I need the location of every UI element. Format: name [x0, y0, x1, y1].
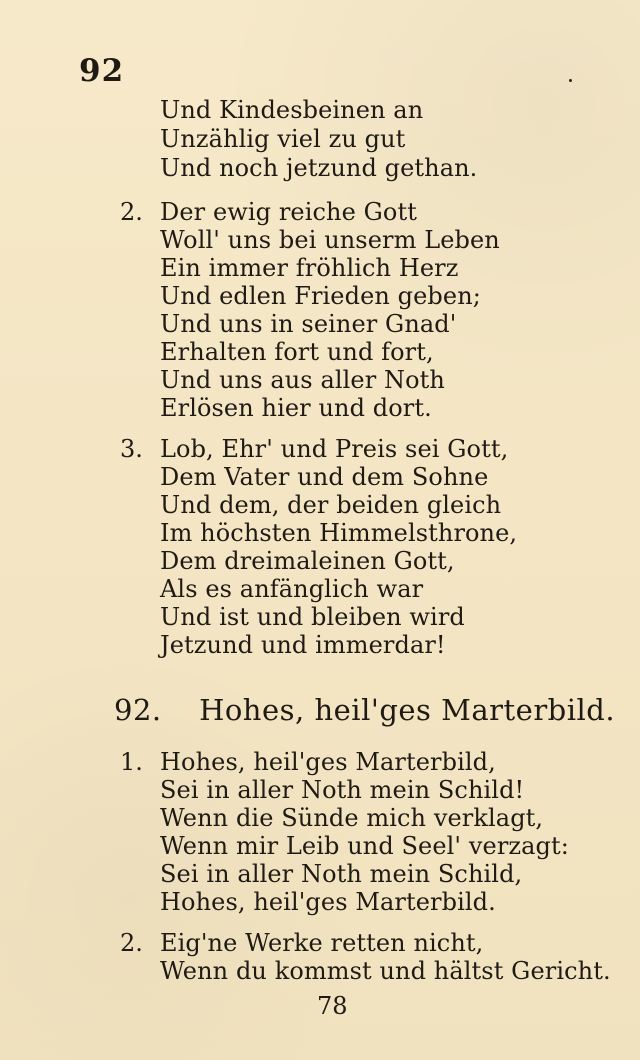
sheet-number: 78	[317, 992, 348, 1020]
hymn-verse-1-line-2: Sei in aller Noth mein Schild!	[160, 776, 525, 804]
continuation-line-3: Und noch jetzund gethan.	[160, 154, 478, 182]
verse-number-3: 3.	[120, 435, 143, 463]
verse-2-line-7: Und uns aus aller Noth	[160, 366, 445, 394]
hymn-heading	[114, 693, 615, 727]
verse-2-line-4: Und edlen Frieden geben;	[160, 282, 481, 310]
page-number: 92	[79, 53, 125, 89]
hymn-verse-1-line-4: Wenn mir Leib und Seel' verzagt:	[160, 832, 569, 860]
hymn-verse-1-line-6: Hohes, heil'ges Marterbild.	[160, 888, 496, 916]
verse-3-line-2: Dem Vater und dem Sohne	[160, 463, 489, 491]
verse-3-line-4: Im höchsten Himmelsthrone,	[160, 519, 518, 547]
verse-3-line-3: Und dem, der beiden gleich	[160, 491, 502, 519]
continuation-line-2: Unzählig viel zu gut	[160, 125, 406, 153]
verse-number-2: 2.	[120, 198, 143, 226]
hymn-verse-1-line-3: Wenn die Sünde mich verklagt,	[160, 804, 544, 832]
hymn-verse-2-line-2: Wenn du kommst und hältst Gericht.	[160, 957, 611, 985]
verse-3-line-6: Als es anfänglich war	[160, 575, 424, 603]
verse-2-line-6: Erhalten fort und fort,	[160, 338, 434, 366]
verse-3-line-1: Lob, Ehr' und Preis sei Gott,	[160, 435, 509, 463]
verse-3-line-5: Dem dreimaleinen Gott,	[160, 547, 455, 575]
hymn-verse-1-line-1: Hohes, heil'ges Marterbild,	[160, 748, 496, 776]
verse-3-line-7: Und ist und bleiben wird	[160, 603, 465, 631]
hymn-verse-1-line-5: Sei in aller Noth mein Schild,	[160, 860, 523, 888]
verse-2-line-3: Ein immer fröhlich Herz	[160, 254, 459, 282]
verse-2-line-5: Und uns in seiner Gnad'	[160, 310, 457, 338]
hymn-number: 92.	[114, 693, 162, 727]
verse-3-line-8: Jetzund und immerdar!	[160, 631, 446, 659]
verse-2-line-8: Erlösen hier und dort.	[160, 394, 432, 422]
hymn-verse-number-1: 1.	[120, 748, 143, 776]
verse-2-line-1: Der ewig reiche Gott	[160, 198, 417, 226]
ink-dot	[569, 79, 572, 82]
hymn-verse-2-line-1: Eig'ne Werke retten nicht,	[160, 929, 484, 957]
continuation-line-1: Und Kindesbeinen an	[160, 96, 424, 124]
hymn-title: Hohes, heil'ges Marterbild.	[199, 693, 616, 727]
hymn-verse-number-2: 2.	[120, 929, 143, 957]
verse-2-line-2: Woll' uns bei unserm Leben	[160, 226, 500, 254]
